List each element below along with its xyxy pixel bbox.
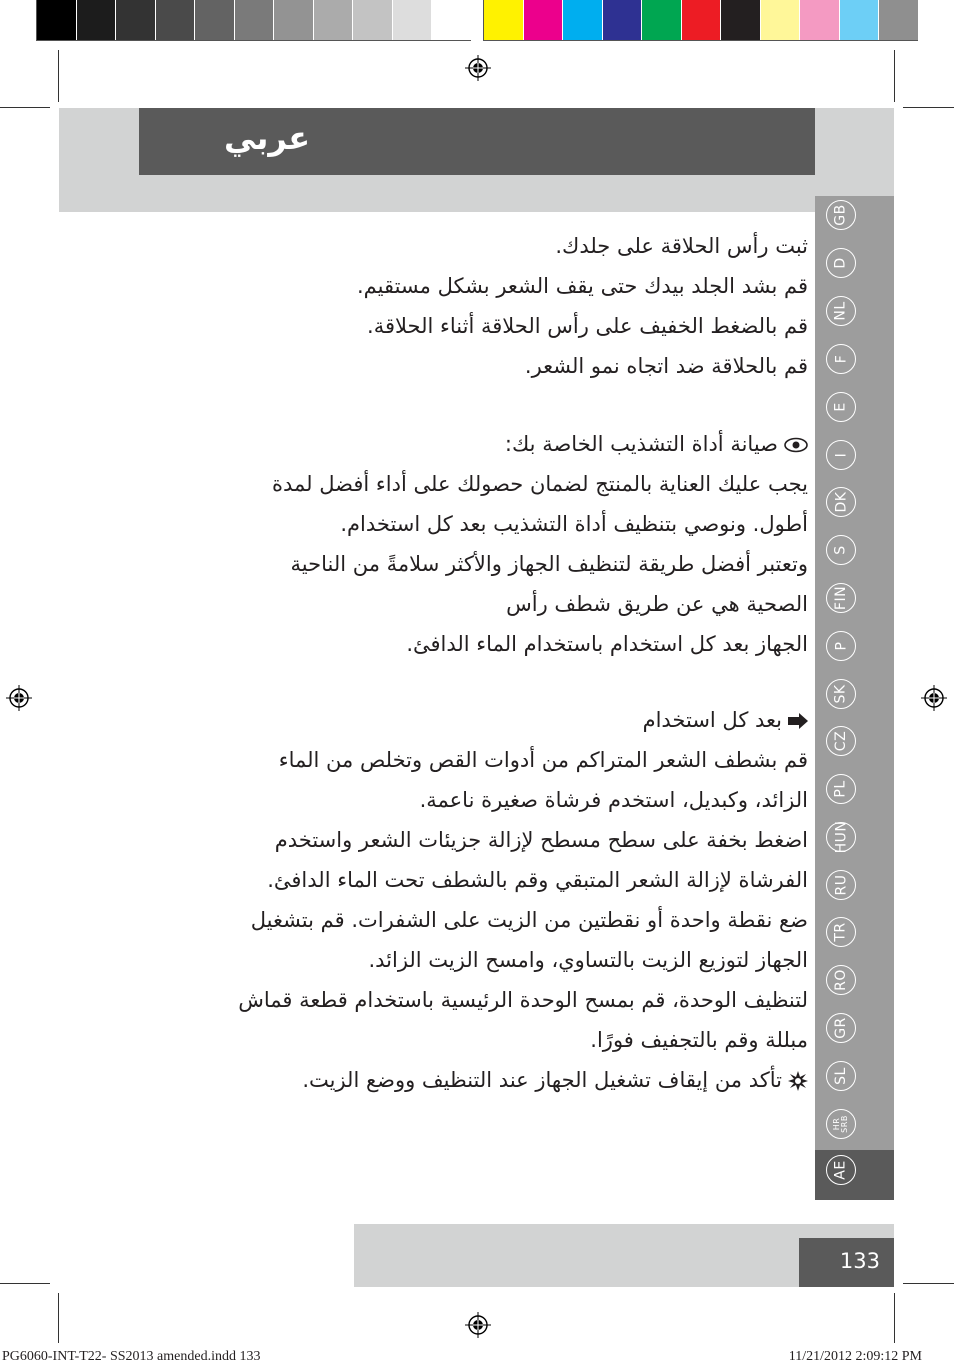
registration-mark-icon <box>465 1312 491 1338</box>
language-tab-f[interactable]: F <box>826 344 856 374</box>
process-color-swatch <box>879 0 919 40</box>
language-tab-ru[interactable]: RU <box>826 870 856 900</box>
process-color-swatch <box>800 0 840 40</box>
language-tab-gb[interactable]: GB <box>826 200 856 230</box>
paragraph-line: الصحية هي عن طريق شطف رأس <box>506 592 808 616</box>
warning-star-icon <box>788 1071 808 1091</box>
paragraph-line: الفرشاة لإزالة الشعر المتبقي وقم بالشطف تحت الماء الدافئ. <box>267 868 808 892</box>
grayscale-swatch <box>195 0 235 40</box>
crop-mark <box>903 1283 954 1284</box>
language-tab-p[interactable]: P <box>826 631 856 661</box>
section-heading: صيانة أداة التشذيب الخاصة بك: <box>168 424 808 464</box>
page-number-box <box>799 1238 894 1287</box>
paragraph-line: وتعتبر أفضل طريقة لتنظيف الجهاز والأكثر سلامةً من الناحية <box>290 552 808 576</box>
crop-mark <box>0 107 50 108</box>
grayscale-swatch <box>77 0 117 40</box>
language-tab-i[interactable]: I <box>826 440 856 470</box>
warning-line: تأكد من إيقاف تشغيل الجهاز عند التنظيف ووضع الزيت. <box>168 1060 808 1100</box>
language-tab-sl[interactable]: SL <box>826 1061 856 1091</box>
language-tab-ro[interactable]: RO <box>826 965 856 995</box>
paragraph-line: يجب عليك العناية بالمنتج لضمان حصولك على أداء أفضل لمدة <box>272 472 808 496</box>
language-tab-hun[interactable]: HUN <box>826 822 856 852</box>
paragraph-line: الجهاز لتوزيع الزيت بالتساوي، وامسح الزيت الزائد. <box>368 948 808 972</box>
shaving-instructions <box>168 226 808 386</box>
language-tab-d[interactable]: D <box>826 248 856 278</box>
grayscale-swatch <box>235 0 275 40</box>
paragraph-line: قم بشطف الشعر المتراكم من أدوات القص وتخلص من الماء <box>278 748 808 772</box>
language-tab-dk[interactable]: DK <box>826 487 856 517</box>
paragraph-line: الجهاز بعد كل استخدام باستخدام الماء الدافئ. <box>406 632 808 656</box>
process-color-swatch <box>524 0 564 40</box>
paragraph-line: اضغط بخفة على سطح مسطح لإزالة جزيئات الشعر واستخدم <box>274 828 808 852</box>
process-color-swatch <box>721 0 761 40</box>
language-tab-nl[interactable]: NL <box>826 296 856 326</box>
language-tab-e[interactable]: E <box>826 392 856 422</box>
process-color-swatch <box>840 0 880 40</box>
crop-mark <box>894 50 895 102</box>
instruction-line: قم بالضغط الخفيف على رأس الحلاقة أثناء الحلاقة. <box>367 314 808 338</box>
language-tab-pl[interactable]: PL <box>826 774 856 804</box>
header-title-bar <box>139 108 815 175</box>
grayscale-swatch <box>116 0 156 40</box>
maintenance-section <box>168 424 808 664</box>
language-tab-s[interactable]: S <box>826 535 856 565</box>
language-tab-hr-srb[interactable]: HR SRB <box>826 1109 856 1139</box>
instruction-line: ثبت رأس الحلاقة على جلدك. <box>555 234 808 258</box>
section-heading: بعد كل استخدام <box>168 700 808 740</box>
paragraph-line: لتنظيف الوحدة، قم بمسح الوحدة الرئيسية باستخدام قطعة قماش <box>238 988 808 1012</box>
grayscale-swatch <box>314 0 354 40</box>
paragraph-line: الزائد، وكبديل، استخدم فرشاة صغيرة ناعمة. <box>419 788 808 812</box>
process-color-swatch <box>603 0 643 40</box>
crop-mark <box>58 50 59 102</box>
instruction-line: قم بالحلاقة ضد اتجاه نمو الشعر. <box>524 354 808 378</box>
crop-mark <box>58 1293 59 1343</box>
registration-mark-icon <box>921 685 947 711</box>
page-number: 133 <box>839 1249 880 1273</box>
language-tab-tr[interactable]: TR <box>826 917 856 947</box>
page-title: عربي <box>224 119 311 157</box>
crop-mark <box>903 107 954 108</box>
language-tab-ae[interactable]: AE <box>826 1155 856 1185</box>
language-tab-fin[interactable]: FIN <box>826 583 856 613</box>
paragraph-line: ضع نقطة واحدة أو نقطتين من الزيت على الشفرات. قم بتشغيل <box>250 908 808 932</box>
language-tab-cz[interactable]: CZ <box>826 726 856 756</box>
process-color-swatch <box>484 0 524 40</box>
eye-icon <box>784 437 808 453</box>
process-color-swatch <box>682 0 722 40</box>
grayscale-swatch <box>393 0 433 40</box>
arrow-right-icon <box>788 713 808 729</box>
process-color-swatch <box>761 0 801 40</box>
process-color-swatch <box>563 0 603 40</box>
process-color-swatch <box>642 0 682 40</box>
language-tab-gr[interactable]: GR <box>826 1013 856 1043</box>
paragraph-line: مبللة وقم بالتجفيف فورًا. <box>590 1028 808 1052</box>
instruction-line: قم بشد الجلد بيدك حتى يقف الشعر بشكل مستقيم. <box>356 274 808 298</box>
after-use-section <box>168 700 808 1100</box>
registration-mark-icon <box>6 685 32 711</box>
language-tab-sk[interactable]: SK <box>826 679 856 709</box>
timestamp-slug: 11/21/2012 2:09:12 PM <box>788 1349 922 1364</box>
grayscale-swatch <box>432 0 472 40</box>
registration-mark-icon <box>465 55 491 81</box>
crop-mark <box>0 1283 50 1284</box>
grayscale-swatch <box>156 0 196 40</box>
file-slug: PG6060-INT-T22- SS2013 amended.indd 133 <box>2 1349 261 1364</box>
grayscale-swatch <box>37 0 77 40</box>
grayscale-swatch <box>274 0 314 40</box>
grayscale-swatch <box>353 0 393 40</box>
crop-mark <box>894 1293 895 1343</box>
paragraph-line: أطول. ونوصي بتنظيف أداة التشذيب بعد كل استخدام. <box>340 512 808 536</box>
